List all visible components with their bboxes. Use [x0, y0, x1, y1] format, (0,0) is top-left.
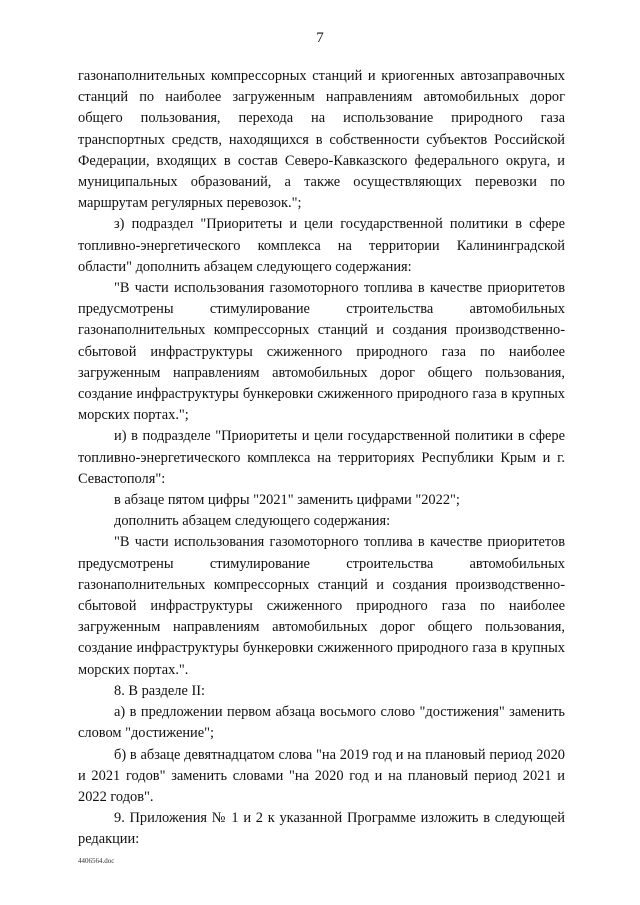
paragraph-8: 8. В разделе II:	[114, 682, 206, 699]
paragraph-7: "В части использования газомоторного топлива в качестве приоритетов предусмотрены стимулирование строительства автомобильных газонаполнительных компрессорных станций и создания производственно-сбытовой инфраструктуры сжиженного природного газа по наиболее загруженным направлениям автомобильных дорог общего пользования, создание инфраструктуры бункеровки сжиженного природного газа в крупных морских портах.".	[78, 534, 565, 678]
paragraph-4: и) в подразделе "Приоритеты и цели государственной политики в сфере топливно-энергетического комплекса на территориях Республики Крым и г. Севастополя":	[78, 428, 565, 487]
paragraph-1: газонаполнительных компрессорных станций и криогенных автозаправочных станций по наиболее загруженным направлениям автомобильных дорог общего пользования, перехода на использование природного газа транспортных средств, находящихся в собственности субъектов Российской Федерации, входящих в состав Северо-Кавказского федерального округа, и муниципальных образований, а также осуществляющих перевозки по маршрутам регулярных перевозок.";	[78, 68, 565, 212]
paragraph-5: в абзаце пятом цифры "2021" заменить цифрами "2022";	[114, 492, 460, 509]
paragraph-2: з) подраздел "Приоритеты и цели государственной политики в сфере топливно-энергетического комплекса на территории Калининградской области" дополнить абзацем следующего содержания:	[78, 216, 565, 275]
paragraph-3: "В части использования газомоторного топлива в качестве приоритетов предусмотрены стимулирование строительства автомобильных газонаполнительных компрессорных станций и создания производственно-сбытовой инфраструктуры сжиженного природного газа по наиболее загруженным направлениям автомобильных дорог общего пользования, создание инфраструктуры бункеровки сжиженного природного газа в крупных морских портах.";	[78, 280, 565, 424]
paragraph-9: а) в предложении первом абзаца восьмого слово "достижения" заменить словом "достижение";	[78, 704, 565, 742]
page-number: 7	[316, 30, 324, 46]
paragraph-6: дополнить абзацем следующего содержания:	[114, 513, 391, 530]
paragraph-11: 9. Приложения № 1 и 2 к указанной Программе изложить в следующей редакции:	[78, 810, 565, 848]
file-name-footer: 4406564.doc	[78, 857, 115, 865]
document-body	[78, 66, 565, 851]
paragraph-10: б) в абзаце девятнадцатом слова "на 2019 год и на плановый период 2020 и 2021 годов" заменить словами "на 2020 год и на плановый период 2021 и 2022 годов".	[78, 746, 565, 805]
